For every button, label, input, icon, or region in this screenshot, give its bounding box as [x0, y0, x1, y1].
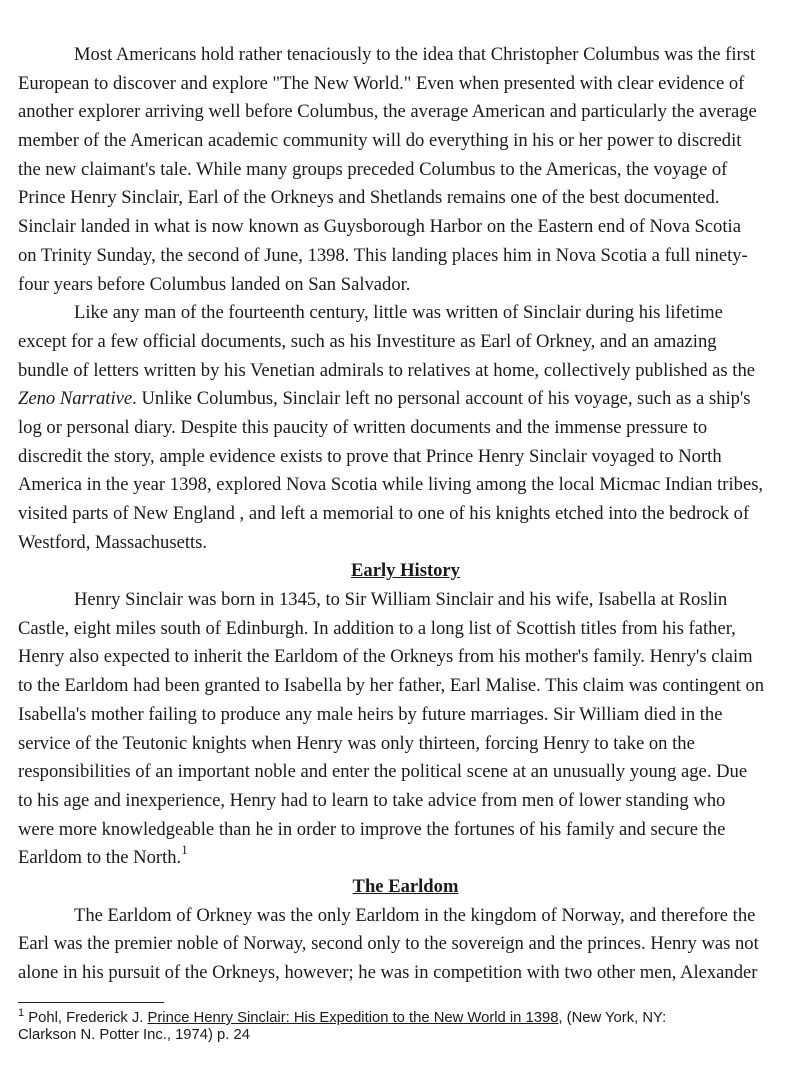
text-line: log or personal diary. Despite this paucity of written documents and the immense pressure to	[18, 416, 708, 438]
text-line: were more knowledgeable than he in order to improve the fortunes of his family and secure the	[18, 818, 726, 840]
text-line: Henry also expected to inherit the Earldom of the Orkneys from his mother's family. Henry's claim	[18, 646, 753, 668]
text-line: Like any man of the fourteenth century, little was written of Sinclair during his lifetime	[74, 302, 723, 324]
text-line: to the Earldom had been granted to Isabella by her father, Earl Malise. This claim was contingent on	[18, 675, 765, 697]
section-heading-earldom: The Earldom	[352, 875, 459, 897]
footnote-number: 1	[18, 1007, 25, 1020]
text-line: the new claimant's tale. While many groups preceded Columbus to the Americas, the voyage of	[18, 158, 728, 180]
text-line: on Trinity Sunday, the second of June, 1398. This landing places him in Nova Scotia a full ninety-	[18, 244, 748, 266]
text-line: four years before Columbus landed on San Salvador.	[18, 273, 411, 295]
footnote	[18, 1007, 788, 1044]
text-fragment: Earldom to the North.	[18, 847, 182, 869]
text-line: Earl was the premier noble of Norway, second only to the sovereign and the princes. Henry was not	[18, 933, 759, 955]
footnote-publication: , (New York, NY:	[558, 1010, 667, 1026]
section-heading-early-history: Early History	[351, 560, 460, 582]
book-title-italic: Zeno Narrative	[18, 388, 133, 410]
text-line: another explorer arriving well before Columbus, the average American and particularly the average	[18, 101, 757, 123]
text-line: Most Americans hold rather tenaciously to the idea that Christopher Columbus was the first	[74, 44, 756, 65]
text-line: except for a few official documents, such as his Investiture as Earl of Orkney, and an amazing	[18, 330, 717, 352]
footnote-reference[interactable]: 1	[181, 842, 188, 858]
text-line: America in the year 1398, explored Nova Scotia while living among the local Micmac Indian tribes,	[18, 474, 764, 496]
text-line: Castle, eight miles south of Edinburgh. In addition to a long list of Scottish titles from his father,	[18, 617, 736, 639]
paragraph-1	[18, 41, 793, 299]
text-line: Westford, Massachusetts.	[18, 531, 208, 553]
text-line: responsibilities of an important noble and enter the political scene at an unusually young age. Due	[18, 761, 748, 783]
text-line: Prince Henry Sinclair, Earl of the Orkneys and Shetlands remains one of the best documented.	[18, 187, 720, 209]
text-line: visited parts of New England , and left a memorial to one of his knights etched into the bedrock of	[18, 503, 750, 524]
text-line: alone in his pursuit of the Orkneys, however; he was in competition with two other men, Alexander	[18, 962, 758, 983]
text-line: to his age and inexperience, Henry had to learn to take advice from men of lower standing who	[18, 789, 726, 811]
text-line: service of the Teutonic knights when Henry was only thirteen, forcing Henry to take on the	[18, 732, 695, 754]
text-line: Sinclair landed in what is now known as Guysborough Harbor on the Eastern end of Nova Scotia	[18, 216, 741, 238]
footnote-author: Pohl, Frederick J.	[28, 1010, 144, 1026]
footnote-title: Prince Henry Sinclair: His Expedition to the New World in 1398	[147, 1010, 559, 1026]
footnote-line: Clarkson N. Potter Inc., 1974) p. 24	[18, 1027, 250, 1043]
text-line	[18, 385, 793, 414]
paragraph-2	[18, 299, 793, 557]
footnote-divider	[18, 1002, 164, 1003]
text-fragment: . Unlike Columbus, Sinclair left no personal account of his voyage, such as a ship's	[132, 388, 751, 410]
text-line: member of the American academic community will do everything in his or her power to discredit	[18, 130, 742, 152]
text-line: bundle of letters written by his Venetian admirals to relatives at home, collectively published as the	[18, 359, 756, 381]
text-line: European to discover and explore "The New World." Even when presented with clear evidence of	[18, 72, 745, 94]
text-line: The Earldom of Orkney was the only Earldom in the kingdom of Norway, and therefore the	[74, 904, 756, 926]
paragraph-4	[18, 902, 793, 988]
document-body	[18, 41, 793, 988]
footnote-line	[18, 1007, 788, 1027]
text-line: Henry Sinclair was born in 1345, to Sir William Sinclair and his wife, Isabella at Roslin	[74, 589, 728, 611]
paragraph-3	[18, 586, 793, 873]
text-line	[18, 844, 793, 873]
text-line: Isabella's mother failing to produce any male heirs by future marriages. Sir William died in the	[18, 703, 723, 725]
text-line: discredit the story, ample evidence exists to prove that Prince Henry Sinclair voyaged to North	[18, 445, 722, 467]
